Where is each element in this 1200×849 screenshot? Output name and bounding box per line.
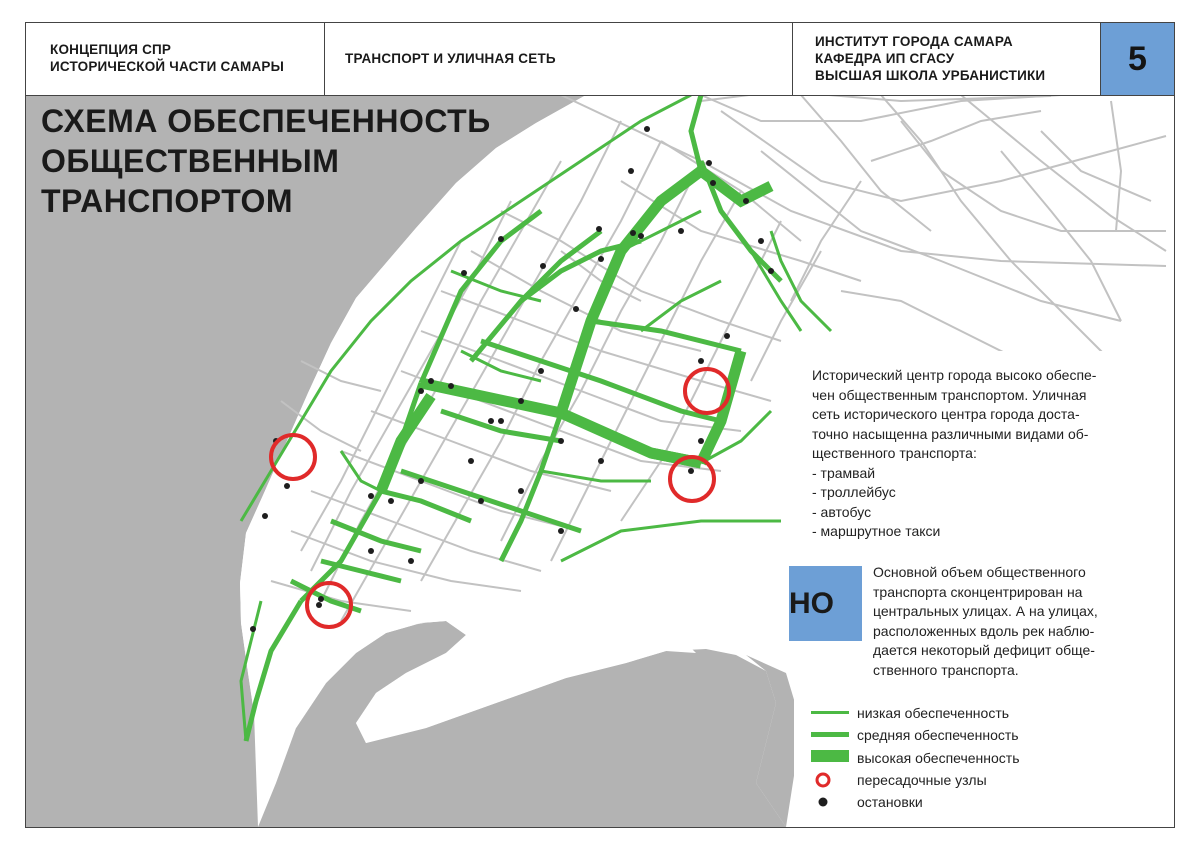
stop-marker: [448, 383, 454, 389]
stop-marker: [743, 198, 749, 204]
stop-marker: [488, 418, 494, 424]
stop-marker: [538, 368, 544, 374]
legend-item-low: низкая обеспеченность: [811, 703, 1171, 725]
note-text: Основной объем общественного транспорта сконцентрирован на центральных улицах. А на улицах, расположенных вдоль рек наблю- дается некоторый дефицит обще- ственного транспорта.: [873, 564, 1098, 678]
stop-marker: [262, 513, 268, 519]
stop-marker: [418, 388, 424, 394]
project-title: КОНЦЕПЦИЯ СПР ИСТОРИЧЕСКОЙ ЧАСТИ САМАРЫ: [26, 23, 325, 95]
legend-item-high: высокая обеспеченность: [811, 746, 1171, 770]
note-badge: НО: [789, 566, 862, 641]
river-samara: [258, 603, 798, 827]
stop-marker: [628, 168, 634, 174]
stop-marker: [598, 256, 604, 262]
stop-marker: [558, 528, 564, 534]
stop-marker: [706, 160, 712, 166]
stop-marker: [638, 233, 644, 239]
legend-item-hubs: пересадочные узлы: [811, 770, 1171, 792]
stop-marker: [558, 438, 564, 444]
page-number: 5: [1101, 23, 1174, 95]
legend-item-medium: средняя обеспеченность: [811, 725, 1171, 747]
stop-marker: [518, 488, 524, 494]
poster-sheet: [25, 22, 1175, 828]
stop-marker: [710, 180, 716, 186]
organization-block: ИНСТИТУТ ГОРОДА САМАРА КАФЕДРА ИП СГАСУ ВЫСШАЯ ШКОЛА УРБАНИСТИКИ: [793, 23, 1101, 95]
stop-marker: [418, 478, 424, 484]
hub-marker: [685, 369, 729, 413]
stop-marker: [698, 438, 704, 444]
hub-ring-icon: [811, 770, 849, 790]
stop-marker: [284, 483, 290, 489]
stop-marker: [318, 596, 324, 602]
high-coverage-line-icon: [811, 746, 849, 766]
stop-marker: [596, 226, 602, 232]
stop-marker: [724, 333, 730, 339]
header-bar: [26, 23, 1174, 96]
stop-marker: [768, 268, 774, 274]
stop-marker: [478, 498, 484, 504]
stop-marker: [644, 126, 650, 132]
stop-marker: [368, 548, 374, 554]
map-title: СХЕМА ОБЕСПЕЧЕННОСТЬ ОБЩЕСТВЕННЫМ ТРАНСПОРТОМ: [41, 103, 491, 219]
stop-marker: [540, 263, 546, 269]
low-coverage-line-icon: [811, 703, 849, 723]
stop-marker: [698, 358, 704, 364]
stop-marker: [316, 602, 322, 608]
stop-marker: [368, 493, 374, 499]
stop-marker: [518, 398, 524, 404]
stop-marker: [468, 458, 474, 464]
stop-marker: [408, 558, 414, 564]
stop-marker: [428, 378, 434, 384]
section-title: ТРАНСПОРТ И УЛИЧНАЯ СЕТЬ: [325, 23, 793, 95]
medium-coverage-line-icon: [811, 725, 849, 745]
stop-marker: [758, 238, 764, 244]
stop-marker: [678, 228, 684, 234]
stop-marker: [388, 498, 394, 504]
stop-marker: [688, 468, 694, 474]
stop-marker: [498, 418, 504, 424]
stop-marker: [250, 626, 256, 632]
stop-marker: [573, 306, 579, 312]
stop-marker: [598, 458, 604, 464]
map-legend: [811, 703, 1171, 813]
stop-dot-icon: [811, 792, 849, 812]
description-text: Исторический центр города высоко обеспе- чен общественным транспортом. Уличная сеть исторического центра города доста- точно насыщенна различными видами об- щественного транспорта: - трамвай - троллейбус - автобус - маршрутное такси: [812, 367, 1097, 539]
stop-marker: [461, 270, 467, 276]
stop-marker: [498, 236, 504, 242]
stop-marker: [630, 230, 636, 236]
legend-item-stops: остановки: [811, 792, 1171, 814]
